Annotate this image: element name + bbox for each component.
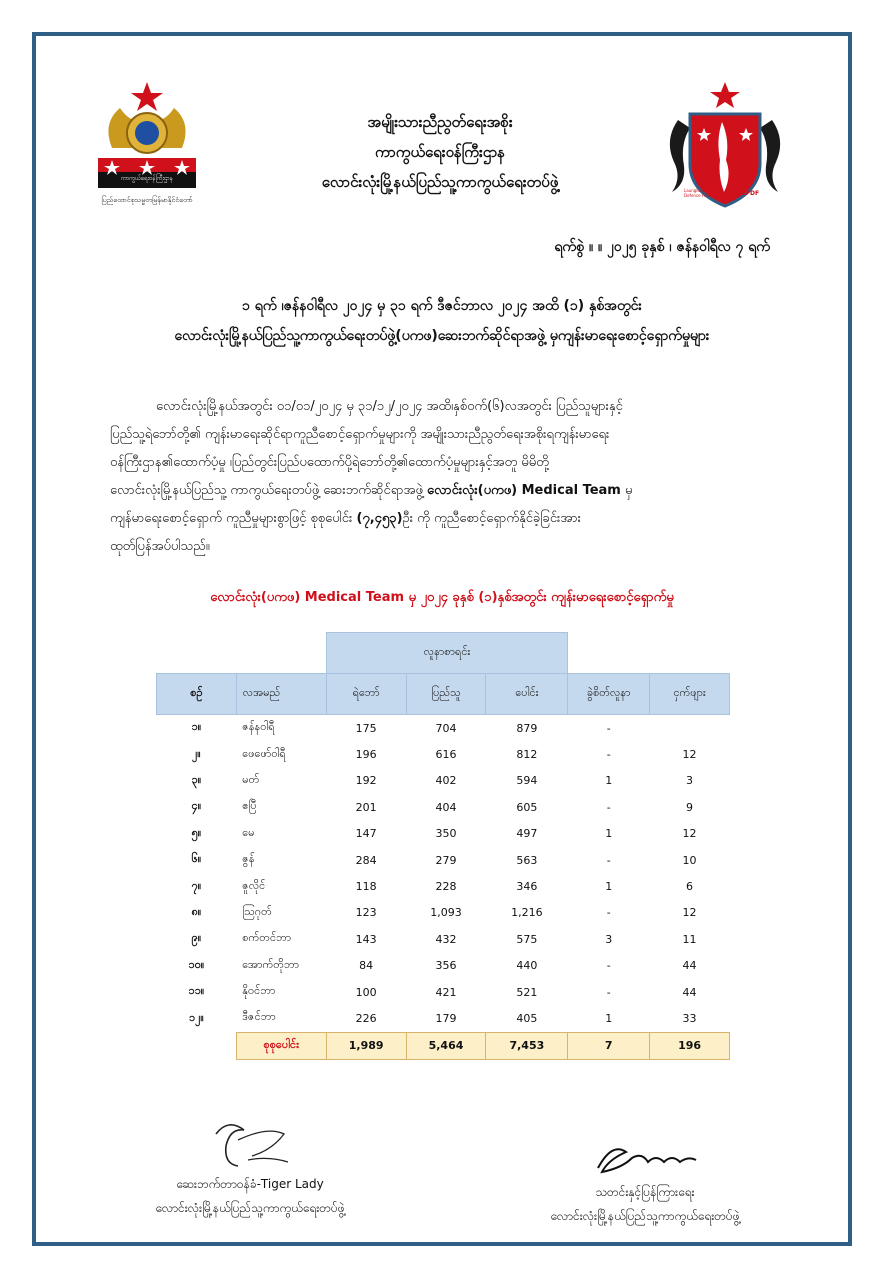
table-cell: - [606,800,611,814]
group-header-row [157,633,730,674]
table-cell: 201 [355,800,377,814]
title-line-2: လောင်းလုံးမြို့နယ်ပြည်သူ့ကာကွယ်ရေးတပ်ဖွဲ့(ပကဖ)ဆေးဘက်ဆိုင်ရာအဖွဲ့ မှကျန်းမာရေးစောင့်ရှောက်မှုများ [174,328,710,344]
table-cell: 228 [435,880,457,894]
para-line-6: ထုတ်ပြန်အပ်ပါသည်။ [110,539,210,554]
table-row [157,979,730,1005]
table-cell: 147 [355,827,377,841]
table-row [157,953,730,979]
table-cell: - [606,748,611,762]
table-cell: 12 [682,906,697,920]
date-line: ရက်စွဲ ။ ။ ၂၀၂၅ ခုနှစ် ၊ ဇန်နဝါရီလ ၇ ရက် [554,239,770,255]
seal-caption: ပြည်ထောင်စုသမ္မတမြန်မာနိုင်ငံတော် [101,196,193,204]
table-cell: 704 [435,721,457,735]
table-cell: 6 [686,880,694,894]
header-block [230,112,650,202]
table-cell: ၃။ [191,772,202,786]
table-cell: 226 [355,1011,377,1025]
table-cell: 175 [355,721,377,735]
table-cell: ၁။ [191,720,202,734]
table-cell: ၇။ [191,878,202,892]
table-row [157,715,730,742]
table-row [157,1005,730,1032]
right-signer-org: လောင်းလုံးမြို့နယ်ပြည်သူ့ကာကွယ်ရေးတပ်ဖွဲ့ [550,1209,740,1223]
table-cell: - [606,853,611,867]
table-cell: ဇူလိုင် [242,878,266,892]
col-header-sum: ပေါင်း [486,674,568,715]
table-cell: 33 [682,1011,697,1025]
table-cell: စက်တင်ဘာ [242,931,292,945]
table-cell: 3 [605,932,613,946]
table-cell: 100 [355,985,377,999]
table-cell: 402 [435,774,457,788]
table-cell: 497 [516,827,538,841]
government-seal-logo [92,78,202,218]
total-cell: 196 [650,1032,730,1059]
table-cell: 9 [686,800,694,814]
table-cell: ၂။ [192,746,201,760]
table-cell: 1 [605,774,613,788]
seal-banner-text: ကာကွယ်ရေးဝန်ကြီးဌာန [120,175,174,182]
total-cell: 5,464 [406,1032,486,1059]
table-cell: ၅။ [191,825,202,839]
total-cell: 7,453 [486,1032,568,1059]
table-row [157,900,730,926]
table-cell: 11 [682,932,697,946]
table-cell: ၁၂။ [188,1010,204,1024]
right-signature-mark [592,1138,702,1178]
left-signature-mark [208,1116,328,1172]
col-header-month: လအမည် [236,674,326,715]
table-cell: 143 [355,932,377,946]
table-title: လောင်းလုံး(ပကဖ) Medical Team မှ ၂၀၂၄ ခုနှစ် (၁)နှစ်အတွင်း ကျန်းမာရေးစောင့်ရှောက်မှု [210,590,674,605]
body-paragraph [110,393,774,561]
table-cell: 1,093 [430,906,462,920]
table-cell: ဇွန် [242,852,255,866]
document-title [90,296,794,356]
table-cell: 346 [516,880,538,894]
table-cell: ဇန်နဝါရီ [242,720,275,734]
table-cell: 421 [435,985,457,999]
table-cell: 563 [516,853,538,867]
table-cell: ၁၀။ [188,957,205,971]
para-line-4-c: မှ [620,483,633,498]
table-cell: 84 [359,959,374,973]
col-header-no: စဉ် [157,674,237,715]
table-cell: ၄။ [191,799,202,813]
table-cell: ၉။ [191,931,202,945]
table-cell: 179 [435,1011,457,1025]
total-label: စုစုပေါင်း [236,1032,326,1059]
total-cell: 1,989 [326,1032,406,1059]
table-cell: - [606,721,611,735]
table-cell: 1 [605,880,613,894]
table-cell: 616 [435,748,457,762]
table-cell: 12 [682,827,697,841]
para-line-5-a: ကျန်မာရေးစောင့်ရှောက် ကူညီမှုများစွာဖြင့် စုစုပေါင်း [110,511,357,526]
table-cell: - [606,959,611,973]
table-cell: 44 [682,985,697,999]
table-cell: 605 [516,800,538,814]
logo-ring-text: Launglone People's Defence Force [684,188,723,198]
table-cell: 192 [355,774,377,788]
table-cell: ဧပြီ [242,799,257,813]
table-cell: 521 [516,985,538,999]
table-cell: 812 [516,748,538,762]
para-line-1: လောင်းလုံးမြို့နယ်အတွင်း ၀၁/၀၁/၂၀၂၄ မှ ၃၁/၁၂/၂၀၂၄ အထိ၊နှစ်ဝက်(၆)လအတွင်း ပြည်သူများနှင့် [156,399,623,414]
table-cell: 1 [605,1011,613,1025]
group-header: လူနာစာရင်း [326,633,568,674]
left-signature-block [110,1176,390,1218]
para-line-2: ပြည်သူ့ရဲဘော်တို့၏ ကျန်းမာရေးဆိုင်ရာကူညီစောင့်ရှောက်မှုများကို အမျိုးသားညီညွတ်ရေးအစိုးရကျန်းမာရေး [110,427,610,442]
table-row [157,768,730,794]
table-cell: ဖေဖော်ဝါရီ [242,746,286,760]
table-cell: 10 [682,853,697,867]
header-line-2: ကာကွယ်ရေးဝန်ကြီးဌာန [374,143,506,161]
table-cell: ၆။ [191,852,202,866]
table-cell: 350 [435,827,457,841]
table-cell [650,715,730,742]
title-line-1: ၁ ရက် ၊ဇန်နဝါရီလ ၂၀၂၄ မှ ၃၁ ရက် ဒီဇင်ဘာလ ၂၀၂၄ အထိ (၁) နှစ်အတွင်း [242,298,642,314]
table-row [157,926,730,952]
table-cell: နိုဝင်ဘာ [242,984,276,998]
table-cell: 118 [355,880,377,894]
right-signature-block [500,1184,790,1226]
table-cell: 284 [355,853,377,867]
table-cell: မတ် [242,772,260,786]
left-signer-name: ဆေးဘက်တာဝန်ခံ-Tiger Lady [176,1177,324,1191]
table-cell: အောက်တိုဘာ [242,957,300,971]
table-row [157,741,730,767]
total-count: (၇,၄၅၃) [356,511,403,526]
table-cell: ဒီဇင်ဘာ [242,1010,276,1024]
para-line-5 [110,505,774,533]
table-row [157,794,730,820]
table-cell: 3 [686,774,694,788]
col-header-surgery: ခွဲစိတ်လူနာ [568,674,650,715]
column-header-row [157,674,730,715]
right-signer-name: သတင်းနှင့်ပြန်ကြားရေး [595,1185,695,1199]
total-cell: 7 [568,1032,650,1059]
table-row [157,821,730,847]
table-cell: 123 [355,906,377,920]
table-cell: 879 [516,721,538,735]
table-cell: 279 [435,853,457,867]
col-header-soldiers: ရဲဘော် [326,674,406,715]
table-row [157,847,730,873]
table-cell: 44 [682,959,697,973]
table-row [157,873,730,899]
para-line-5-c: ဦး ကို ကူညီစောင့်ရှောက်နိုင်ခဲ့ခြင်းအား [402,511,581,526]
col-header-malaria: ငှက်ဖျား [650,674,730,715]
para-line-4-a: လောင်းလုံးမြို့နယ်ပြည်သူ့ ကာကွယ်ရေးတပ်ဖွဲ့ ဆေးဘက်ဆိုင်ရာအဖွဲ့ [110,483,428,498]
table-cell: 1 [605,827,613,841]
header-line-3: လောင်းလုံးမြို့နယ်ပြည်သူ့ကာကွယ်ရေးတပ်ဖွဲ့ [321,173,559,191]
table-cell: - [606,906,611,920]
table-cell: 594 [516,774,538,788]
medical-team-name: လောင်းလုံး(ပကဖ) Medical Team [427,483,621,498]
table-cell: 1,216 [511,906,543,920]
table-cell: 196 [355,748,377,762]
table-cell: သြဂုတ် [242,904,272,918]
para-line-4 [110,477,774,505]
care-table [156,632,730,1060]
para-line-3: ဝန်ကြီးဌာန၏ထောက်ပံ့မှု ၊ပြည်တွင်းပြည်ပထောက်ပို့ရဲဘော်တို့၏ထောက်ပံ့မှုများနှင့်အတူ မိမိတို့ [110,455,549,470]
table-cell: ၁၁။ [188,984,205,998]
llpdf-logo [660,80,790,220]
table-cell: 575 [516,932,538,946]
table-cell: မေ [242,825,255,839]
left-signer-org: လောင်းလုံးမြို့နယ်ပြည်သူ့ကာကွယ်ရေးတပ်ဖွဲ့ [155,1201,345,1215]
header-line-1: အမျိုးသားညီညွတ်ရေးအစိုး [367,113,513,131]
table-cell: 404 [435,800,457,814]
table-cell: 432 [435,932,457,946]
table-cell: 440 [516,959,538,973]
table-cell: 12 [682,748,697,762]
table-cell: 405 [516,1011,538,1025]
logo-abbr: LLPDF [738,190,760,197]
table-cell: - [606,985,611,999]
col-header-civilians: ပြည်သူ [406,674,486,715]
total-row [157,1032,730,1059]
table-cell: ၈။ [191,904,202,918]
table-cell: 356 [435,959,457,973]
